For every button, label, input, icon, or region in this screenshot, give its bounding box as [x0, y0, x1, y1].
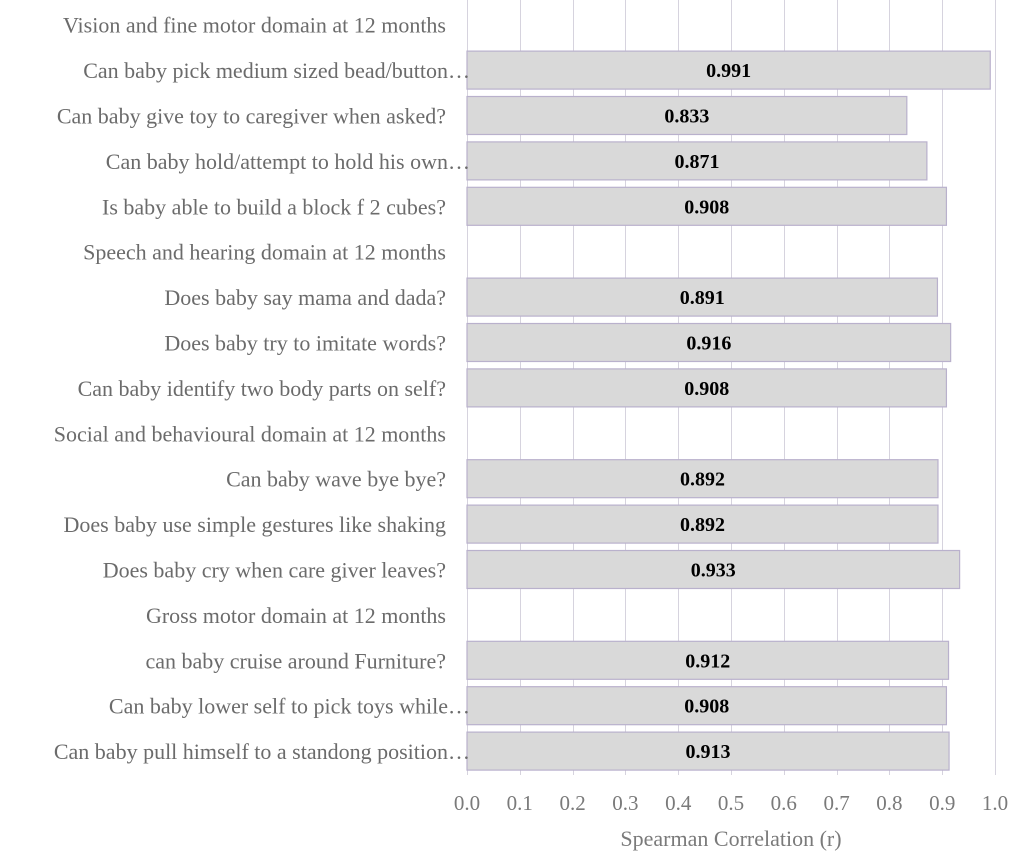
category-label: Can baby lower self to pick toys while…	[108, 693, 470, 719]
x-tick-labels	[454, 791, 1008, 815]
data-label: 0.908	[684, 377, 730, 400]
x-tick-label: 0.9	[929, 791, 956, 815]
data-label: 0.933	[690, 559, 736, 582]
data-label: 0.871	[674, 150, 720, 173]
category-label: can baby cruise around Furniture?	[145, 648, 446, 674]
x-tick-label: 0.3	[612, 791, 639, 815]
data-label: 0.892	[679, 514, 725, 537]
data-label: 0.891	[679, 287, 725, 310]
data-label: 0.913	[685, 741, 731, 764]
x-tick-label: 1.0	[981, 791, 1009, 815]
data-label: 0.892	[679, 468, 725, 491]
data-label: 0.912	[685, 650, 731, 673]
category-label: Does baby use simple gestures like shaking	[63, 512, 446, 538]
category-label: Is baby able to build a block f 2 cubes?	[102, 194, 446, 220]
data-label: 0.833	[664, 105, 710, 128]
x-tick-label: 0.6	[770, 791, 797, 815]
x-tick-label: 0.4	[665, 791, 692, 815]
category-label: Can baby give toy to caregiver when asked?	[56, 103, 446, 129]
domain-heading: Vision and fine motor domain at 12 months	[62, 12, 446, 38]
category-label: Does baby cry when care giver leaves?	[102, 557, 446, 583]
x-axis-title: Spearman Correlation (r)	[620, 826, 842, 851]
category-label: Can baby wave bye bye?	[226, 466, 446, 492]
data-label: 0.908	[684, 196, 730, 219]
x-tick-label: 0.5	[717, 791, 745, 815]
domain-heading: Gross motor domain at 12 months	[145, 602, 446, 628]
x-tick-label: 0.2	[559, 791, 586, 815]
data-label: 0.908	[684, 695, 730, 718]
domain-heading: Speech and hearing domain at 12 months	[83, 239, 446, 265]
domain-heading: Social and behavioural domain at 12 months	[53, 421, 446, 447]
category-label: Can baby pull himself to a standong position…	[53, 739, 470, 765]
category-labels	[54, 13, 470, 764]
category-label: Does baby try to imitate words?	[164, 330, 446, 356]
category-label: Can baby identify two body parts on self?	[77, 375, 446, 401]
x-tick-label: 0.7	[823, 791, 850, 815]
category-label: Can baby pick medium sized bead/button…	[83, 58, 470, 84]
data-label: 0.916	[686, 332, 732, 355]
data-label: 0.991	[706, 60, 752, 83]
x-tick-label: 0.8	[876, 791, 903, 815]
x-tick-label: 0.0	[453, 791, 481, 815]
x-tick-label: 0.1	[506, 791, 533, 815]
category-label: Can baby hold/attempt to hold his own…	[105, 148, 470, 174]
category-label: Does baby say mama and dada?	[164, 285, 446, 311]
